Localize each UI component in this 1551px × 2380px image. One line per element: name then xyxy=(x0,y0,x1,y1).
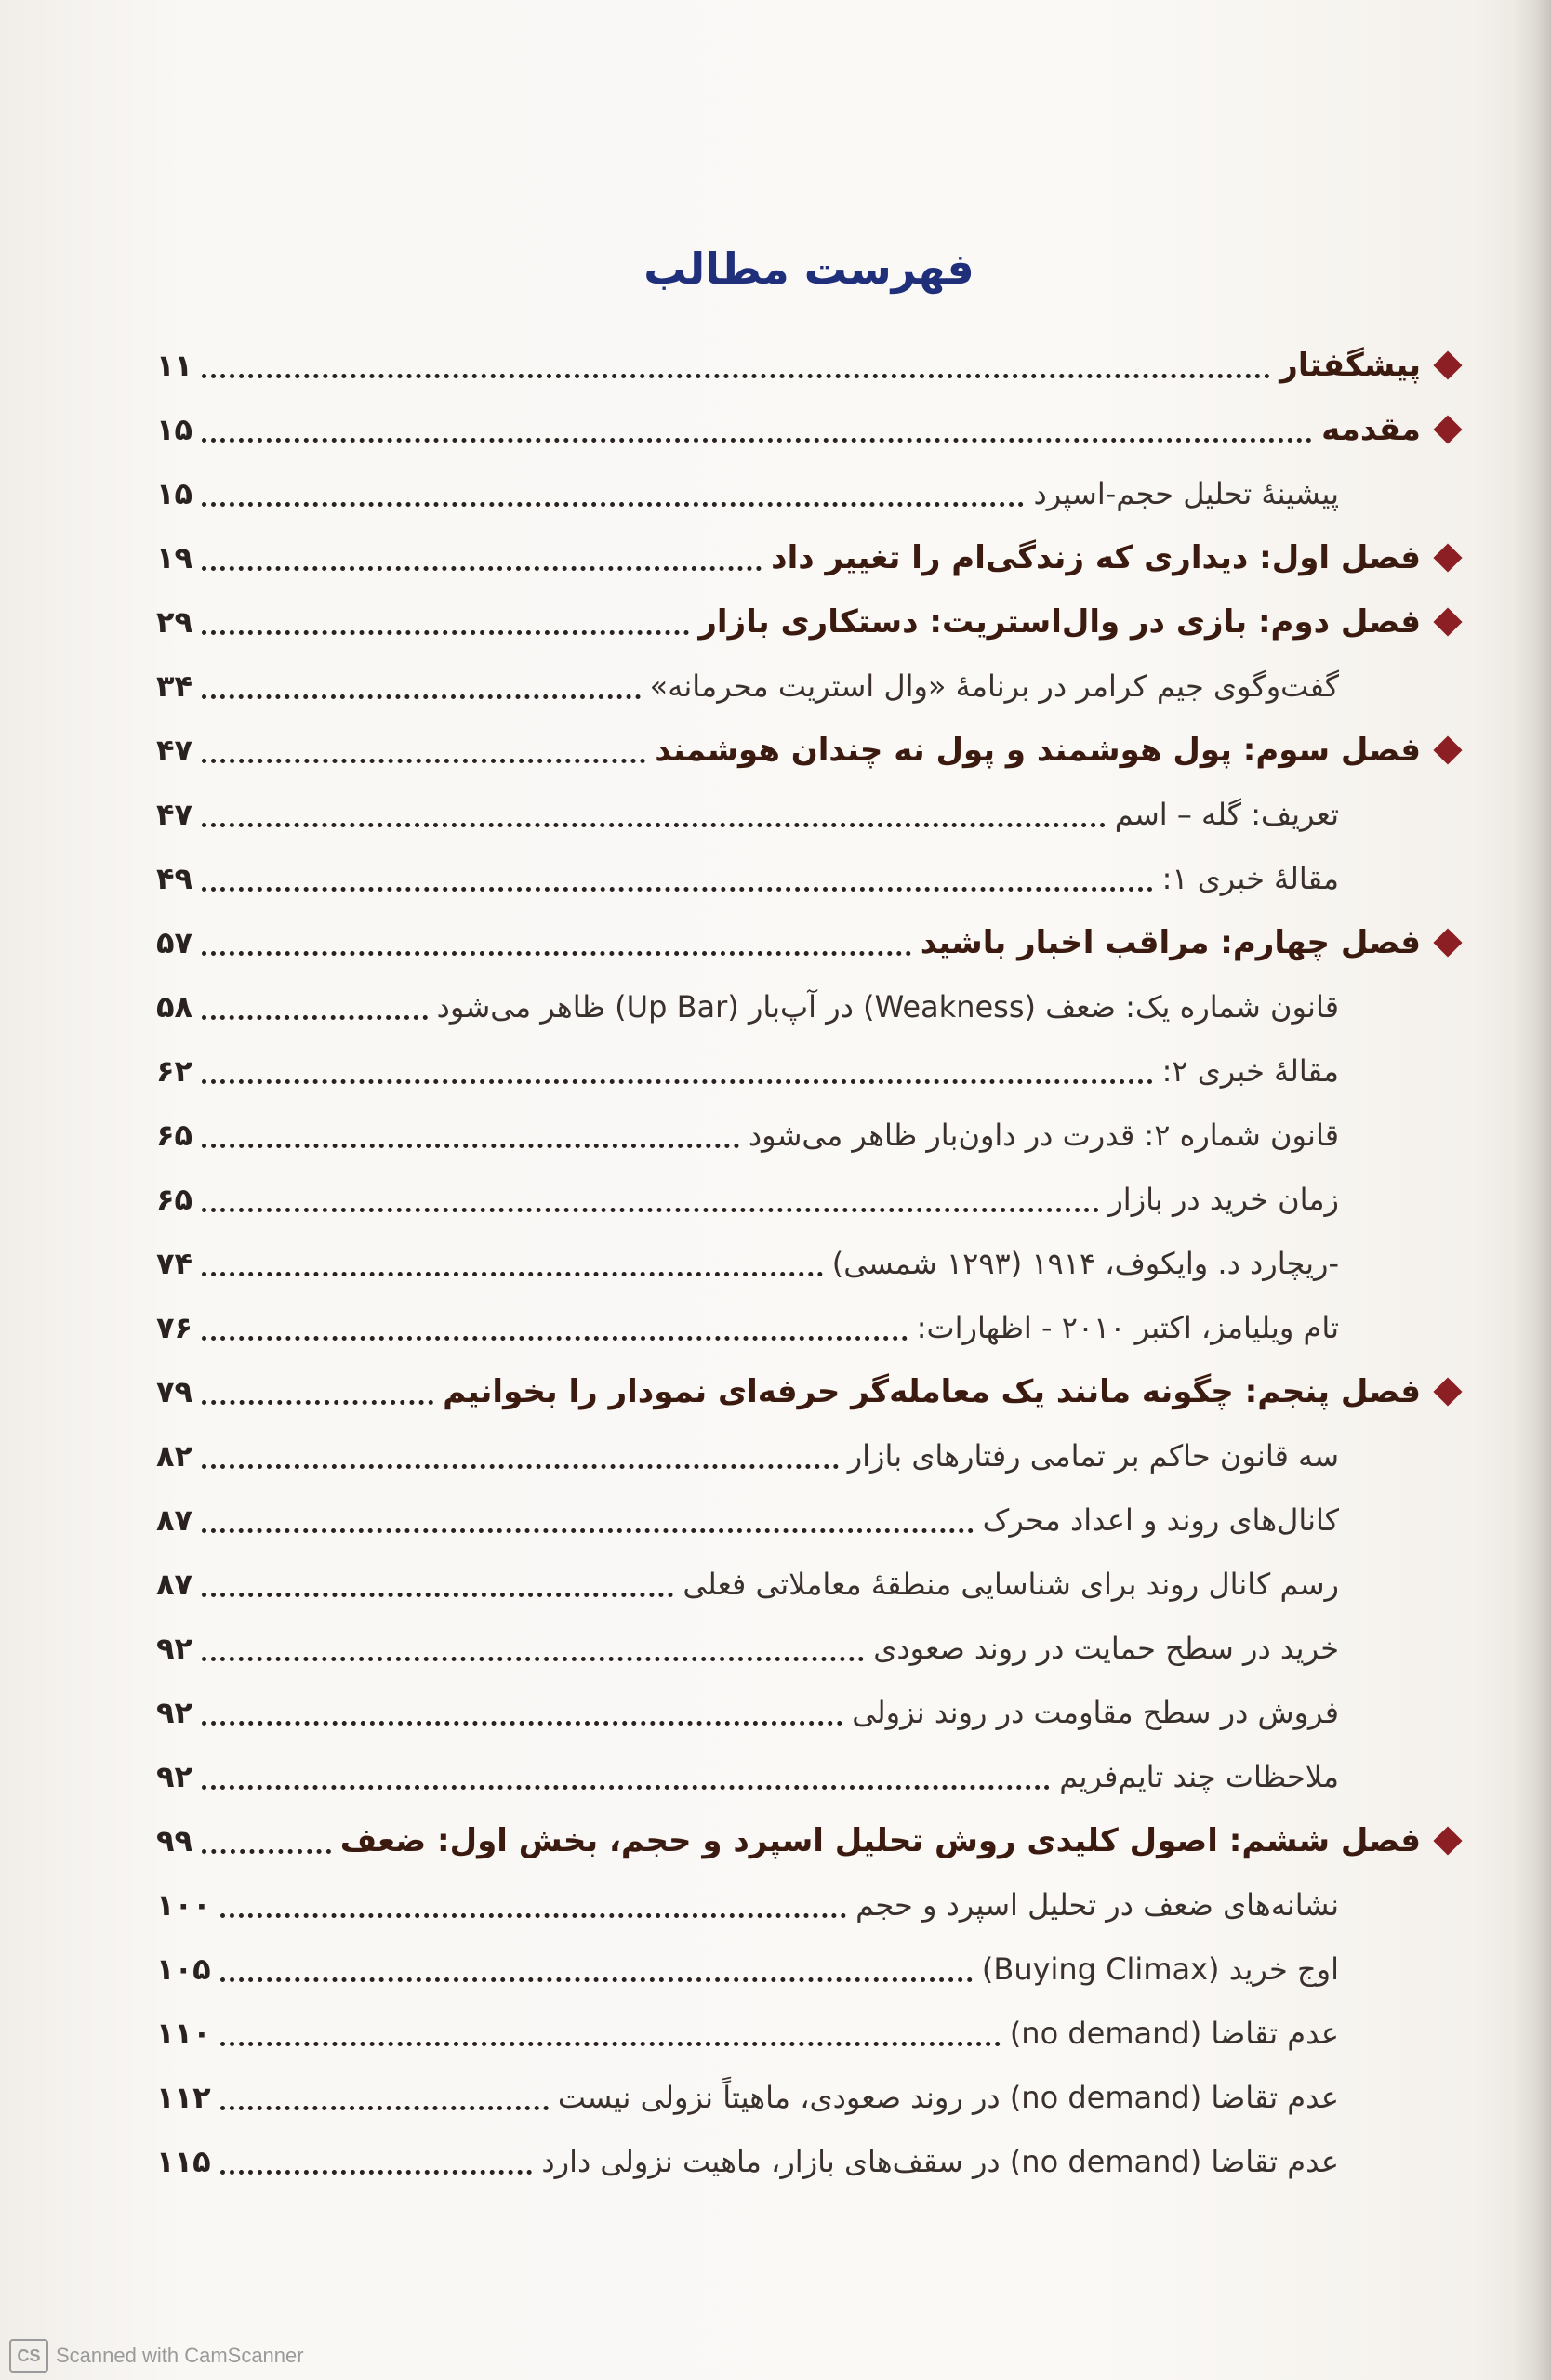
toc-page-number: ۵۸ xyxy=(156,988,193,1025)
toc-page-number: ۲۹ xyxy=(156,603,193,640)
toc-page-number: ۹۲ xyxy=(156,1630,193,1666)
toc-chapter-row xyxy=(156,1808,1458,1872)
toc-entry-title: اوج خرید (Buying Climax) xyxy=(981,1950,1339,1987)
dot-leader xyxy=(202,1079,1153,1084)
toc-entry-title: زمان خرید در بازار xyxy=(1108,1181,1339,1217)
dot-leader xyxy=(202,1849,331,1854)
toc-entry-title: -ریچارد د. وایکوف، ۱۹۱۴ (۱۲۹۳ شمسی) xyxy=(831,1245,1339,1281)
toc-section-row xyxy=(156,974,1458,1038)
toc-page-number: ۹۲ xyxy=(156,1694,193,1730)
toc-entry-title: خرید در سطح حمایت در روند صعودی xyxy=(873,1630,1339,1666)
toc-entry-title: فصل پنجم: چگونه مانند یک معامله‌گر حرفه‌ای نمودار را بخوانیم xyxy=(443,1372,1421,1410)
toc-page-number: ۱۰۰ xyxy=(156,1886,211,1923)
dot-leader xyxy=(202,1528,974,1533)
toc-chapter-row xyxy=(156,589,1458,654)
toc-chapter-row xyxy=(156,1359,1458,1423)
toc-entry-title: فصل دوم: بازی در وال‌استریت: دستکاری بازار xyxy=(698,602,1421,641)
diamond-bullet-icon xyxy=(1433,735,1462,764)
toc-section-row xyxy=(156,1552,1458,1616)
dot-leader xyxy=(202,823,1106,827)
dot-leader xyxy=(202,951,911,956)
dot-leader xyxy=(202,630,689,635)
toc-section-row xyxy=(156,1423,1458,1488)
dot-leader xyxy=(220,2106,549,2110)
toc-page-number: ۷۴ xyxy=(156,1245,193,1281)
diamond-bullet-icon xyxy=(1433,350,1462,379)
toc-entry-title: تعریف: گله – اسم xyxy=(1114,796,1339,832)
dot-leader xyxy=(220,1977,973,1982)
dot-leader xyxy=(202,1721,842,1726)
dot-leader xyxy=(202,1144,739,1148)
toc-section-row xyxy=(156,1488,1458,1552)
toc-entry-title: عدم تقاضا (no demand) xyxy=(1009,2015,1339,2051)
dot-leader xyxy=(202,1657,864,1661)
toc-page-number: ۱۵ xyxy=(156,411,193,447)
toc-page-number: ۱۱ xyxy=(156,347,193,383)
toc-page-number: ۸۷ xyxy=(156,1566,193,1602)
diamond-bullet-icon xyxy=(1433,1826,1462,1855)
toc-title: فهرست مطالب xyxy=(643,244,974,294)
toc-section-row xyxy=(156,1744,1458,1808)
toc-section-row xyxy=(156,654,1458,718)
toc-section-row xyxy=(156,2129,1458,2193)
toc-list xyxy=(156,333,1458,2193)
dot-leader xyxy=(202,502,1024,507)
toc-page-number: ۴۹ xyxy=(156,860,193,896)
toc-entry-title: ملاحظات چند تایم‌فریم xyxy=(1059,1758,1339,1794)
toc-entry-title: عدم تقاضا (no demand) در روند صعودی، ماهیتاً نزولی نیست xyxy=(557,2079,1339,2115)
toc-section-row xyxy=(156,1231,1458,1295)
toc-page-number: ۷۶ xyxy=(156,1309,193,1345)
dot-leader xyxy=(202,887,1153,892)
toc-section-row xyxy=(156,1295,1458,1359)
dot-leader xyxy=(220,2170,533,2175)
dot-leader xyxy=(202,1336,908,1341)
dot-leader xyxy=(202,374,1270,378)
dot-leader xyxy=(202,1785,1050,1790)
toc-page-number: ۶۵ xyxy=(156,1117,193,1153)
toc-section-row xyxy=(156,1872,1458,1937)
toc-page-number: ۹۹ xyxy=(156,1822,193,1858)
dot-leader xyxy=(202,1015,428,1020)
toc-page-number: ۷۹ xyxy=(156,1373,193,1409)
toc-entry-title: قانون شماره ۲: قدرت در داون‌بار ظاهر می‌شود xyxy=(748,1117,1339,1153)
dot-leader xyxy=(202,759,645,763)
toc-entry-title: پیشینهٔ تحلیل حجم-اسپرد xyxy=(1033,475,1339,511)
dot-leader xyxy=(202,1400,433,1405)
toc-section-row xyxy=(156,1937,1458,2001)
toc-page-number: ۱۱۰ xyxy=(156,2015,211,2051)
dot-leader xyxy=(202,1593,673,1597)
toc-entry-title: گفت‌وگوی جیم کرامر در برنامهٔ «وال استریت محرمانه» xyxy=(649,668,1339,704)
toc-entry-title: سه قانون حاکم بر تمامی رفتارهای بازار xyxy=(847,1437,1339,1474)
toc-page-number: ۴۷ xyxy=(156,732,193,768)
toc-entry-title: فصل سوم: پول هوشمند و پول نه چندان هوشمند xyxy=(655,731,1421,769)
toc-page-number: ۳۴ xyxy=(156,668,193,704)
toc-entry-title: فصل ششم: اصول کلیدی روش تحلیل اسپرد و حجم، بخش اول: ضعف xyxy=(339,1821,1421,1859)
toc-page-number: ۵۷ xyxy=(156,924,193,960)
toc-section-row xyxy=(156,2065,1458,2129)
toc-section-row xyxy=(156,2001,1458,2065)
toc-entry-title: فصل اول: دیداری که زندگی‌ام را تغییر داد xyxy=(771,538,1421,576)
diamond-bullet-icon xyxy=(1433,607,1462,636)
toc-entry-title: فصل چهارم: مراقب اخبار باشید xyxy=(920,923,1421,961)
toc-section-row xyxy=(156,1038,1458,1103)
toc-entry-title: مقدمه xyxy=(1321,410,1421,448)
scanner-watermark xyxy=(9,2339,304,2373)
toc-section-row xyxy=(156,1103,1458,1167)
diamond-bullet-icon xyxy=(1433,928,1462,957)
dot-leader xyxy=(202,438,1312,443)
toc-page-number: ۱۹ xyxy=(156,539,193,575)
toc-section-row xyxy=(156,846,1458,910)
toc-page-number: ۱۰۵ xyxy=(156,1950,211,1987)
dot-leader xyxy=(202,1464,839,1469)
toc-page-number: ۸۲ xyxy=(156,1437,193,1474)
toc-entry-title: نشانه‌های ضعف در تحلیل اسپرد و حجم xyxy=(855,1886,1339,1923)
toc-entry-title: پیشگفتار xyxy=(1279,346,1421,384)
toc-chapter-row xyxy=(156,718,1458,782)
diamond-bullet-icon xyxy=(1433,1377,1462,1406)
dot-leader xyxy=(220,1913,847,1918)
diamond-bullet-icon xyxy=(1433,543,1462,572)
scanner-watermark-text: Scanned with CamScanner xyxy=(56,2344,304,2367)
toc-chapter-row xyxy=(156,525,1458,589)
page-edge-shadow xyxy=(1514,0,1551,2380)
toc-section-row xyxy=(156,1167,1458,1231)
dot-leader xyxy=(202,566,762,571)
toc-section-row xyxy=(156,782,1458,846)
diamond-bullet-icon xyxy=(1433,415,1462,443)
toc-chapter-row xyxy=(156,397,1458,461)
toc-section-row xyxy=(156,1616,1458,1680)
toc-page-number: ۸۷ xyxy=(156,1501,193,1538)
toc-entry-title: مقالهٔ خبری ۲: xyxy=(1161,1052,1339,1089)
dot-leader xyxy=(220,2042,1001,2046)
toc-page-number: ۴۷ xyxy=(156,796,193,832)
toc-page-number: ۱۱۵ xyxy=(156,2143,211,2179)
toc-chapter-row xyxy=(156,910,1458,974)
toc-entry-title: مقالهٔ خبری ۱: xyxy=(1161,860,1339,896)
toc-page-number: ۱۵ xyxy=(156,475,193,511)
toc-page-number: ۶۵ xyxy=(156,1181,193,1217)
toc-entry-title: عدم تقاضا (no demand) در سقف‌های بازار، ماهیت نزولی دارد xyxy=(541,2143,1339,2179)
toc-chapter-row xyxy=(156,333,1458,397)
toc-entry-title: قانون شماره یک: ضعف (Weakness) در آپ‌بار (Up Bar) ظاهر می‌شود xyxy=(436,988,1339,1025)
toc-entry-title: کانال‌های روند و اعداد محرک xyxy=(982,1501,1339,1538)
toc-page-number: ۹۲ xyxy=(156,1758,193,1794)
dot-leader xyxy=(202,1208,1099,1212)
toc-page-number: ۶۲ xyxy=(156,1052,193,1089)
toc-entry-title: تام ویلیامز، اکتبر ۲۰۱۰ - اظهارات: xyxy=(916,1309,1339,1345)
dot-leader xyxy=(202,1272,823,1276)
camscanner-logo-icon: CS xyxy=(9,2339,48,2373)
toc-section-row xyxy=(156,461,1458,525)
toc-entry-title: فروش در سطح مقاومت در روند نزولی xyxy=(852,1694,1339,1730)
dot-leader xyxy=(202,694,641,699)
toc-entry-title: رسم کانال روند برای شناسایی منطقهٔ معاملاتی فعلی xyxy=(683,1566,1339,1602)
toc-page-number: ۱۱۲ xyxy=(156,2079,211,2115)
toc-section-row xyxy=(156,1680,1458,1744)
